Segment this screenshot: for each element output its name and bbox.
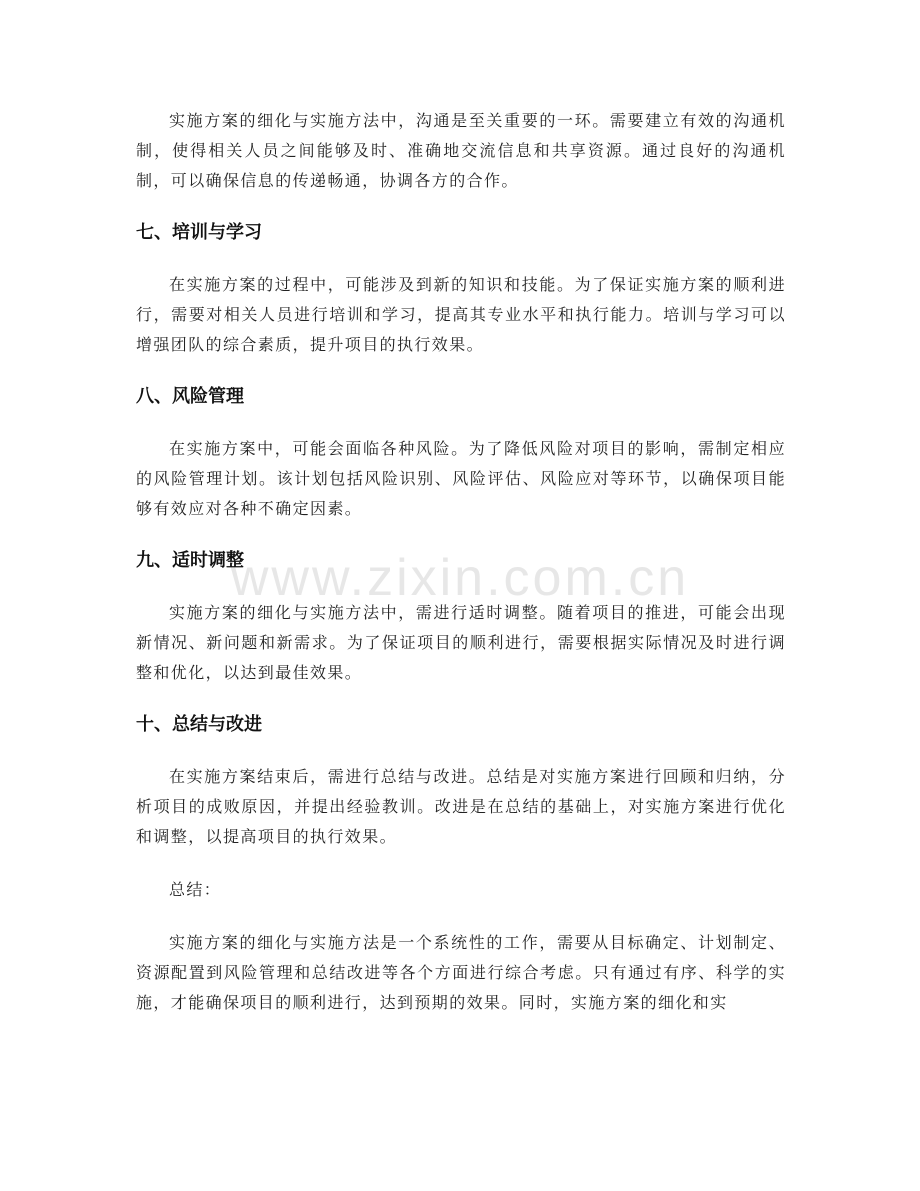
paragraph-risk-management: 在实施方案中，可能会面临各种风险。为了降低风险对项目的影响，需制定相应的风险管理计划。该计划包括风险识别、风险评估、风险应对等环节，以确保项目能够有效应对各种不确定因素。 <box>136 439 786 518</box>
heading-risk-management: 八、风险管理 <box>136 386 244 407</box>
paragraph-training: 在实施方案的过程中，可能涉及到新的知识和技能。为了保证实施方案的顺利进行，需要对相关人员进行培训和学习，提高其专业水平和执行能力。培训与学习可以增强团队的综合素质，提升项目的执行效果。 <box>136 275 786 354</box>
heading-adjustment: 九、适时调整 <box>136 550 244 571</box>
paragraph-summary-improvement: 在实施方案结束后，需进行总结与改进。总结是对实施方案进行回顾和归纳，分析项目的成败原因，并提出经验教训。改进是在总结的基础上，对实施方案进行优化和调整，以提高项目的执行效果。 <box>136 767 786 846</box>
paragraph-adjustment: 实施方案的细化与实施方法中，需进行适时调整。随着项目的推进，可能会出现新情况、新问题和新需求。为了保证项目的顺利进行，需要根据实际情况及时进行调整和优化，以达到最佳效果。 <box>136 603 786 682</box>
watermark: www.zixin.com.cn <box>230 549 690 607</box>
paragraph-communication: 实施方案的细化与实施方法中，沟通是至关重要的一环。需要建立有效的沟通机制，使得相关人员之间能够及时、准确地交流信息和共享资源。通过良好的沟通机制，可以确保信息的传递畅通，协调各方的合作。 <box>136 111 786 190</box>
document-body <box>136 106 786 1041</box>
heading-summary-improvement: 十、总结与改进 <box>136 714 262 735</box>
paragraph-summary: 实施方案的细化与实施方法是一个系统性的工作，需要从目标确定、计划制定、资源配置到风险管理和总结改进等各个方面进行综合考虑。只有通过有序、科学的实施，才能确保项目的顺利进行，达到预期的效果。同时，实施方案的细化和实 <box>136 933 786 1012</box>
summary-label: 总结： <box>169 880 222 899</box>
heading-training: 七、培训与学习 <box>136 222 262 243</box>
